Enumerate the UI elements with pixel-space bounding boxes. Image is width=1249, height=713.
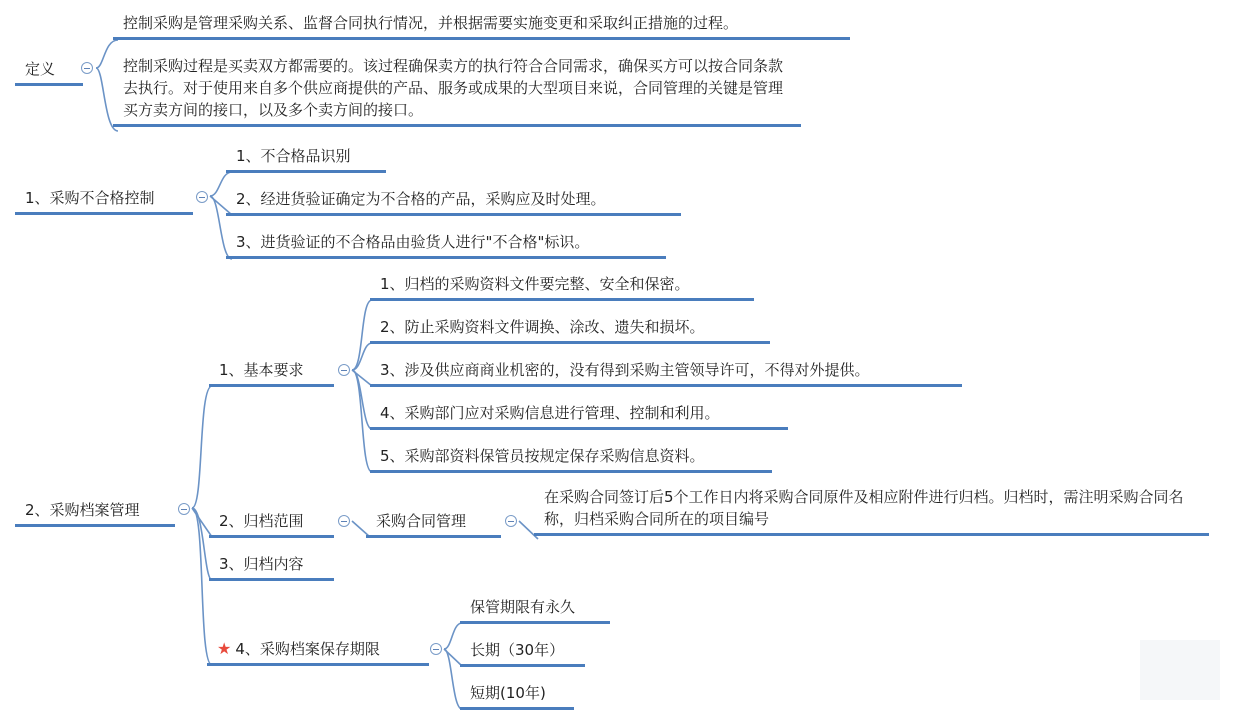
archives-topic[interactable]: 2、采购档案管理 [15, 499, 175, 527]
retention-item-2[interactable]: 长期（30年） [460, 639, 585, 667]
collapse-icon[interactable] [81, 62, 93, 74]
definition-topic[interactable] [15, 58, 83, 86]
collapse-icon[interactable] [338, 515, 350, 527]
basic-item-1[interactable]: 1、归档的采购资料文件要完整、安全和保密。 [370, 273, 754, 301]
watermark-logo [1140, 640, 1220, 700]
retention-topic[interactable]: ★ 4、采购档案保存期限 [207, 638, 429, 666]
collapse-icon[interactable] [196, 191, 208, 203]
nonconforming-topic[interactable]: 1、采购不合格控制 [15, 187, 193, 215]
collapse-icon[interactable] [338, 364, 350, 376]
basic-requirements-topic[interactable]: 1、基本要求 [209, 359, 334, 387]
collapse-icon[interactable] [505, 515, 517, 527]
nonconforming-item-3[interactable]: 3、进货验证的不合格品由验货人进行"不合格"标识。 [226, 231, 666, 259]
collapse-icon[interactable] [178, 503, 190, 515]
archive-scope-topic[interactable]: 2、归档范围 [209, 510, 334, 538]
basic-item-5[interactable]: 5、采购部资料保管员按规定保存采购信息资料。 [370, 445, 772, 473]
basic-item-3[interactable]: 3、涉及供应商商业机密的，没有得到采购主管领导许可，不得对外提供。 [370, 359, 962, 387]
nonconforming-item-1[interactable]: 1、不合格品识别 [226, 145, 386, 173]
archive-content-topic[interactable]: 3、归档内容 [209, 553, 334, 581]
contract-detail[interactable]: 在采购合同签订后5个工作日内将采购合同原件及相应附件进行归档。归档时，需注明采购合同名称，归档采购合同所在的项目编号 [534, 486, 1209, 536]
retention-item-1[interactable]: 保管期限有永久 [460, 596, 610, 624]
nonconforming-item-2[interactable]: 2、经进货验证确定为不合格的产品，采购应及时处理。 [226, 188, 681, 216]
definition-item-1[interactable]: 控制采购是管理采购关系、监督合同执行情况，并根据需要实施变更和采取纠正措施的过程。 [113, 12, 850, 40]
definition-item-2[interactable]: 控制采购过程是买卖双方都需要的。该过程确保卖方的执行符合合同需求，确保买方可以按合同条款去执行。对于使用来自多个供应商提供的产品、服务或成果的大型项目来说，合同管理的关键是管理买方卖方间的接口，以及多个卖方间的接口。 [113, 55, 801, 127]
basic-item-2[interactable]: 2、防止采购资料文件调换、涂改、遗失和损坏。 [370, 316, 770, 344]
collapse-icon[interactable] [430, 643, 442, 655]
star-icon: ★ [217, 639, 232, 658]
contract-management-topic[interactable]: 采购合同管理 [366, 510, 501, 538]
retention-item-3[interactable]: 短期(10年) [460, 682, 574, 710]
basic-item-4[interactable]: 4、采购部门应对采购信息进行管理、控制和利用。 [370, 402, 788, 430]
definition-label: 定义 [25, 60, 56, 78]
